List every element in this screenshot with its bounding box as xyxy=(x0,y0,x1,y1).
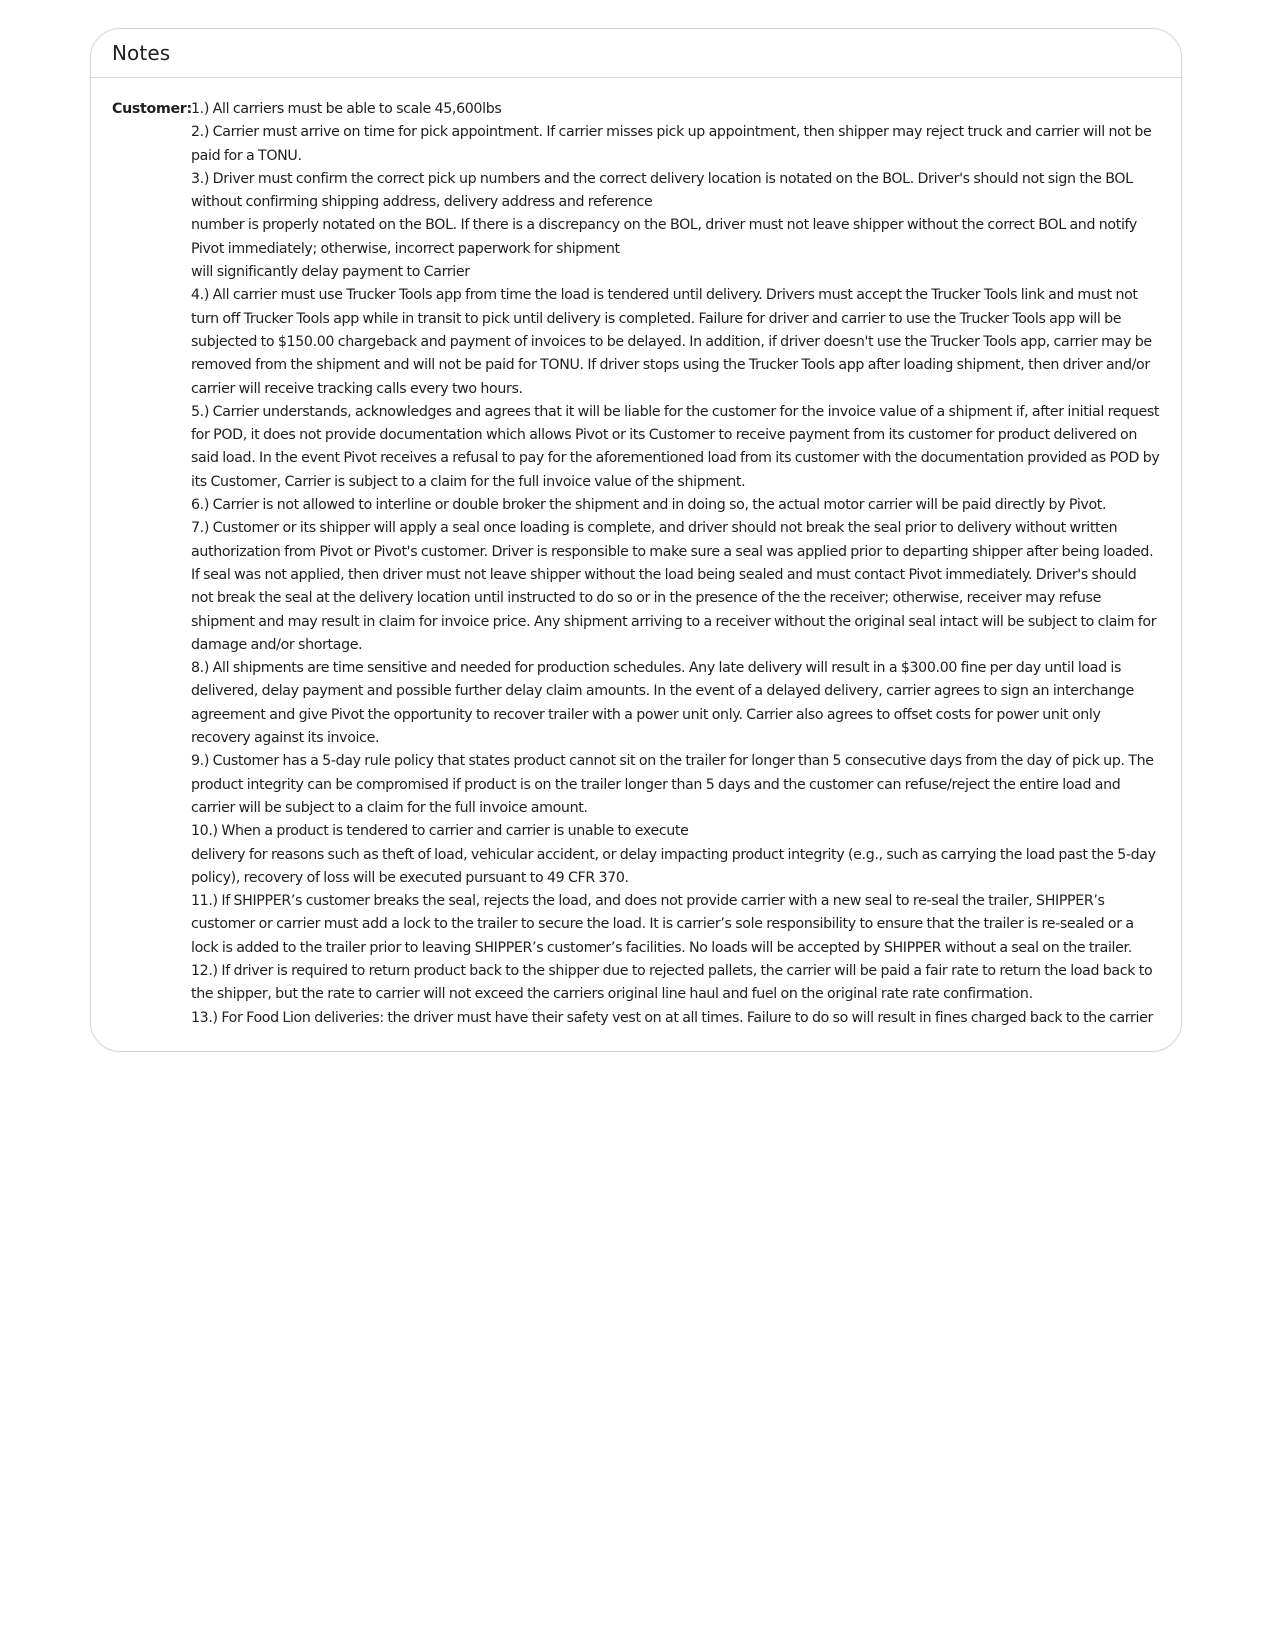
note-line-3-cont-b: will significantly delay payment to Carrier xyxy=(191,264,470,281)
note-line-10-cont: delivery for reasons such as theft of load, vehicular accident, or delay impacting product integrity (e.g., such as carrying the load past the 5-day policy), recovery of loss will be executed pursuant to 49 CFR 370. xyxy=(191,846,1156,886)
note-line-13: 13.) For Food Lion deliveries: the driver must have their safety vest on at all times. Failure to do so will result in fines charged back to the carrier xyxy=(191,1009,1153,1026)
note-line-6: 6.) Carrier is not allowed to interline or double broker the shipment and in doing so, the actual motor carrier will be paid directly by Pivot. xyxy=(191,497,1107,514)
notes-body xyxy=(91,78,1181,1051)
note-line-3-cont-a: number is properly notated on the BOL. If there is a discrepancy on the BOL, driver must not leave shipper without the correct BOL and notify Pivot immediately; otherwise, incorrect paperwork for shipment xyxy=(191,217,1137,257)
notes-list xyxy=(191,98,1161,1030)
notes-title: Notes xyxy=(112,41,171,65)
notes-card xyxy=(90,28,1182,1052)
note-line-12: 12.) If driver is required to return product back to the shipper due to rejected pallets, the carrier will be paid a fair rate to return the load back to the shipper, but the rate to carrier will not exceed the carriers original line haul and fuel on the original rate rate confirmation. xyxy=(191,962,1153,1003)
note-line-11: 11.) If SHIPPER’s customer breaks the seal, rejects the load, and does not provide carrier with a new seal to re-seal the trailer, SHIPPER’s customer or carrier must add a lock to the trailer to secure the load. It is carrier’s sole responsibility to ensure that the trailer is re-sealed or a lock is added to the trailer prior to leaving SHIPPER’s customer’s facilities. No loads will be accepted by SHIPPER without a seal on the trailer. xyxy=(191,893,1134,956)
notes-header xyxy=(91,29,1181,78)
note-line-9: 9.) Customer has a 5-day rule policy that states product cannot sit on the trailer for longer than 5 consecutive days from the day of pick up. The product integrity can be compromised if product is on the trailer longer than 5 days and the customer can refuse/reject the entire load and carrier will be subject to a claim for the full invoice amount. xyxy=(191,753,1154,816)
note-line-5: 5.) Carrier understands, acknowledges and agrees that it will be liable for the customer for the invoice value of a shipment if, after initial request for POD, it does not provide documentation which allows Pivot or its Customer to receive payment from its customer for product delivered on said load. In the event Pivot receives a refusal to pay for the aforementioned load from its customer with the documentation provided as POD by its Customer, Carrier is subject to a claim for the full invoice value of the shipment. xyxy=(191,403,1160,490)
note-line-10: 10.) When a product is tendered to carrier and carrier is unable to execute xyxy=(191,823,689,840)
note-line-4: 4.) All carrier must use Trucker Tools app from time the load is tendered until delivery. Drivers must accept the Trucker Tools link and must not turn off Trucker Tools app while in transit to pick until delivery is completed. Failure for driver and carrier to use the Trucker Tools app will be subjected to $150.00 chargeback and payment of invoices to be delayed. In addition, if driver doesn't use the Trucker Tools app, carrier may be removed from the shipment and will not be paid for TONU. If driver stops using the Trucker Tools app after loading shipment, then driver and/or carrier will receive tracking calls every two hours. xyxy=(191,287,1152,397)
note-line-8: 8.) All shipments are time sensitive and needed for production schedules. Any late delivery will result in a $300.00 fine per day until load is delivered, delay payment and possible further delay claim amounts. In the event of a delayed delivery, carrier agrees to sign an interchange agreement and give Pivot the opportunity to recover trailer with a power unit only. Carrier also agrees to offset costs for power unit only recovery against its invoice. xyxy=(191,660,1134,747)
note-line-3: 3.) Driver must confirm the correct pick up numbers and the correct delivery location is notated on the BOL. Driver's should not sign the BOL without confirming shipping address, delivery address and reference xyxy=(191,170,1133,211)
note-line-1: 1.) All carriers must be able to scale 45,600lbs xyxy=(191,101,502,117)
note-line-2: 2.) Carrier must arrive on time for pick appointment. If carrier misses pick up appointment, then shipper may reject truck and carrier will not be paid for a TONU. xyxy=(191,124,1152,164)
note-line-7: 7.) Customer or its shipper will apply a seal once loading is complete, and driver should not break the seal prior to delivery without written authorization from Pivot or Pivot's customer. Driver is responsible to make sure a seal was applied prior to departing shipper after being loaded. If seal was not applied, then driver must not leave shipper without the load being sealed and must contact Pivot immediately. Driver's should not break the seal at the delivery location until instructed to do so or in the presence of the the receiver; otherwise, receiver may refuse shipment and may result in claim for invoice price. Any shipment arriving to a receiver without the original seal intact will be subject to claim for damage and/or shortage. xyxy=(191,520,1157,653)
customer-label: Customer: xyxy=(112,101,192,117)
